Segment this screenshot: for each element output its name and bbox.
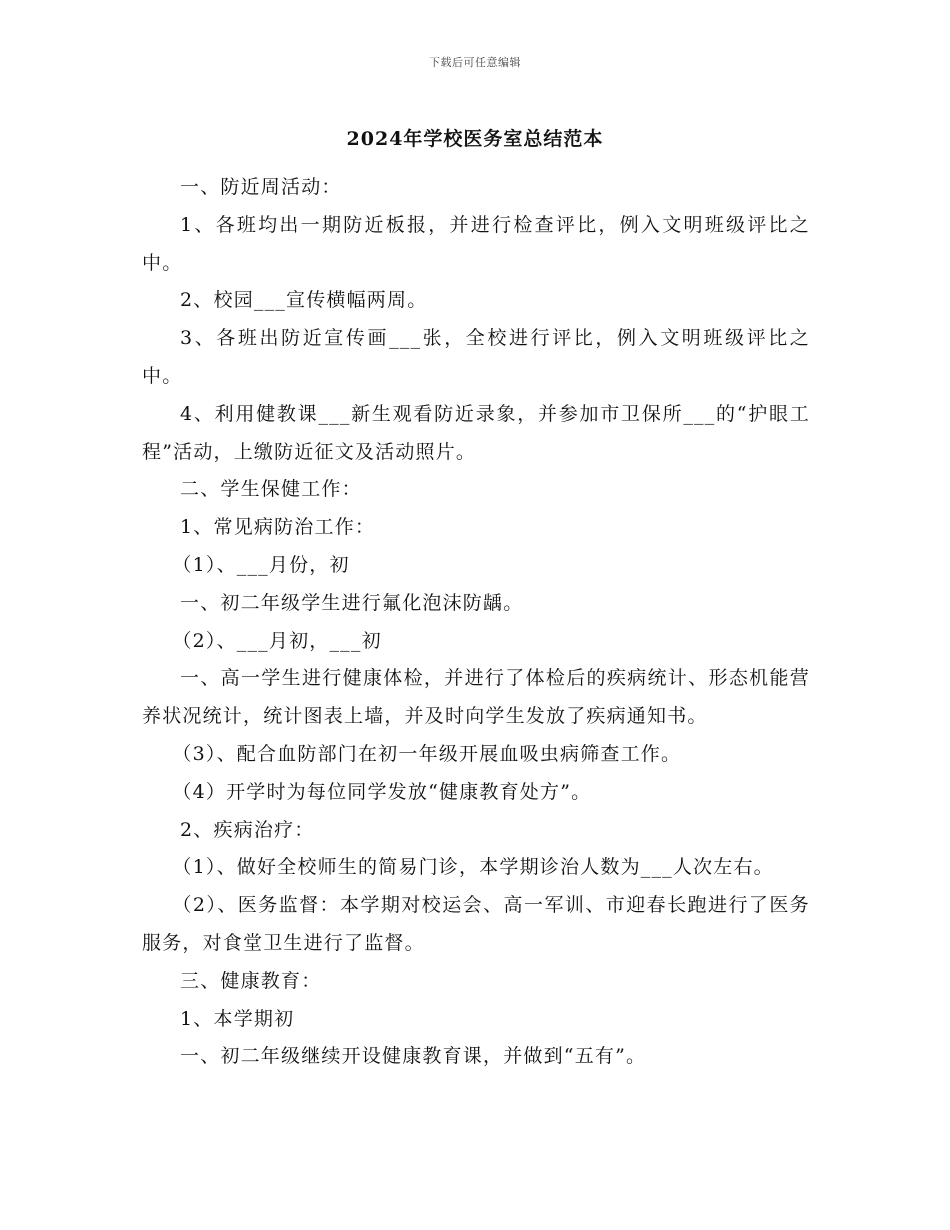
section-heading-eye-week: 一、防近周活动：	[180, 176, 342, 198]
document-body	[142, 169, 810, 1076]
subsection-heading-common-disease: 1、常见病防治工作：	[180, 516, 376, 539]
paragraph-education-1: 1、本学期初	[180, 1007, 295, 1030]
subsection-heading-treatment: 2、疾病治疗：	[180, 818, 315, 841]
paragraph-treatment-2: （2）、医务监督：本学期对校运会、高一军训、市迎春长跑进行了医务服务，对食堂卫生进行了监督。	[142, 894, 810, 954]
paragraph-item-4: 4、利用健教课___新生观看防近录象，并参加市卫保所___的“护眼工程”活动，上缴防近征文及活动照片。	[142, 402, 810, 463]
paragraph-item-1: 1、各班均出一期防近板报，并进行检查评比，例入文明班级评比之中。	[142, 213, 810, 274]
paragraph-subitem-2: （2）、___月初，___初	[172, 629, 382, 652]
paragraph-subitem-1: （1）、___月份，初	[172, 553, 350, 576]
document-title: 2024年学校医务室总结范本	[346, 128, 604, 150]
paragraph-subitem-4: （4）开学时为每位同学发放“健康教育处方”。	[172, 780, 592, 803]
header-note: 下载后可任意编辑	[429, 56, 521, 69]
paragraph-health-check: 一、高一学生进行健康体检，并进行了体检后的疾病统计、形态机能营养状况统计，统计图表上墙，并及时向学生发放了疾病通知书。	[142, 667, 810, 728]
paragraph-education-2: 一、初二年级继续开设健康教育课，并做到“五有”。	[180, 1045, 647, 1068]
paragraph-treatment-1: （1）、做好全校师生的简易门诊，本学期诊治人数为___人次左右。	[172, 856, 774, 879]
paragraph-item-2: 2、校园___宣传横幅两周。	[180, 289, 428, 312]
paragraph-fluoride: 一、初二年级学生进行氟化泡沫防龋。	[180, 591, 524, 614]
paragraph-item-3: 3、各班出防近宣传画___张，全校进行评比，例入文明班级评比之中。	[142, 327, 810, 387]
section-heading-student-health: 二、学生保健工作：	[180, 478, 362, 501]
paragraph-subitem-3: （3）、配合血防部门在初一年级开展血吸虫病筛查工作。	[172, 742, 682, 765]
section-heading-health-education: 三、健康教育：	[180, 969, 322, 992]
